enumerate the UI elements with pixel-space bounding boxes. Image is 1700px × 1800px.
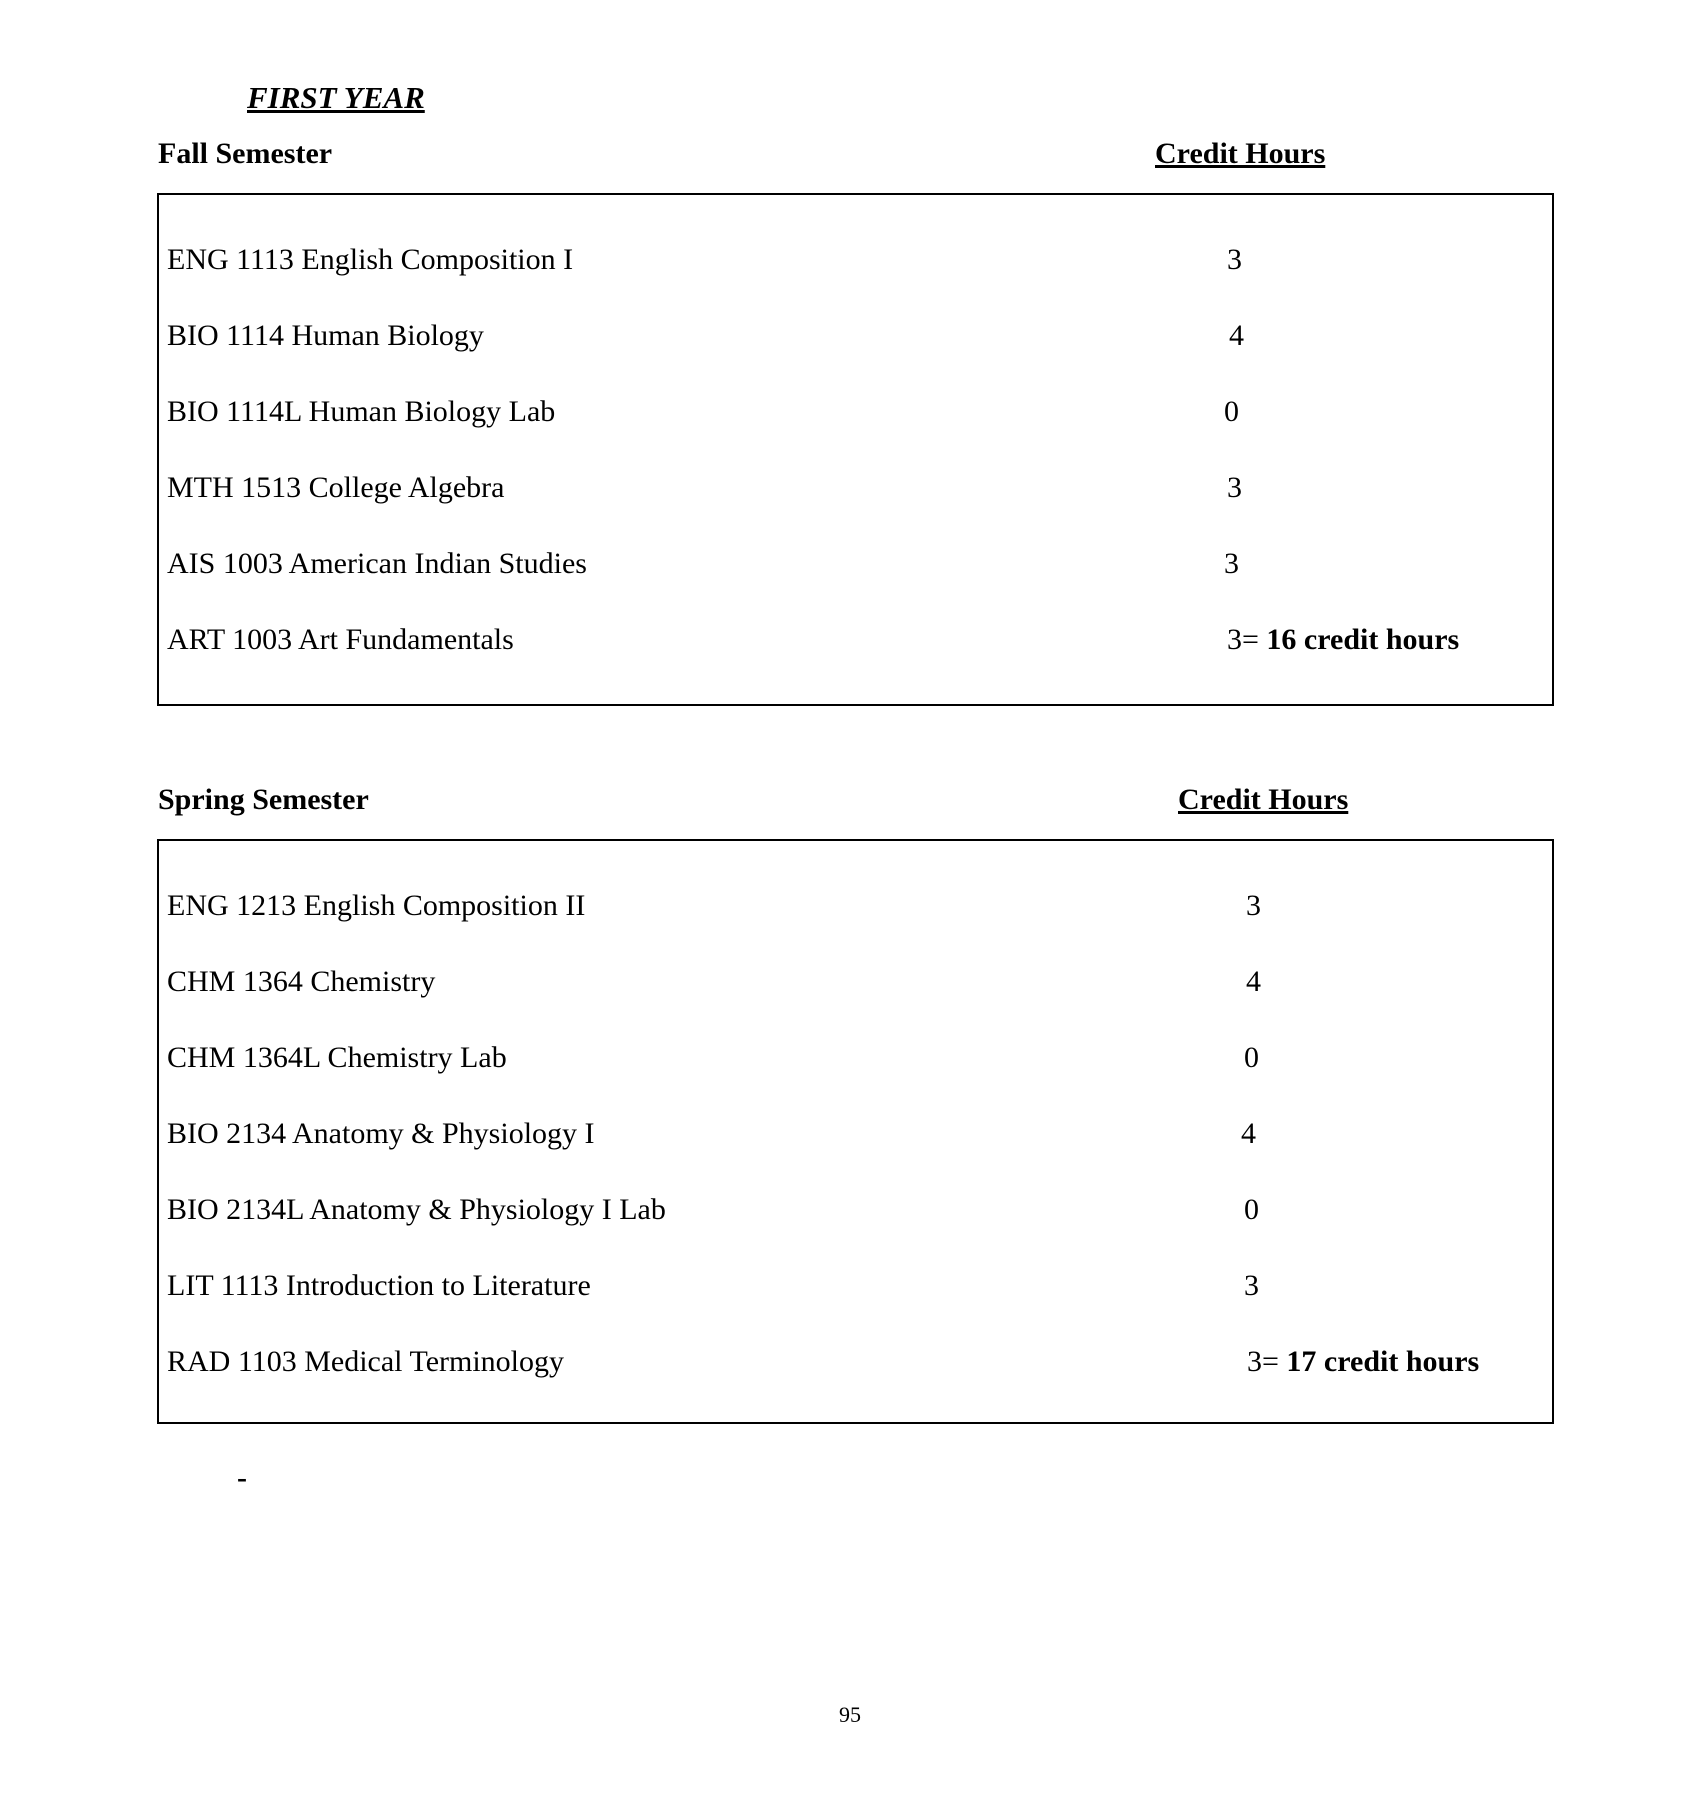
course-name: LIT 1113 Introduction to Literature (167, 1269, 591, 1302)
credit-value: 3= (1247, 1345, 1279, 1378)
course-name: CHM 1364 Chemistry (167, 965, 436, 998)
course-name: ENG 1113 English Composition I (167, 243, 574, 276)
spring-course-row (167, 886, 1552, 926)
year-title: FIRST YEAR (247, 80, 425, 115)
fall-course-row (167, 468, 1552, 508)
course-credits: 0 (1244, 1041, 1259, 1074)
spring-course-row (167, 1266, 1552, 1306)
course-name: ART 1003 Art Fundamentals (167, 623, 514, 656)
course-name: BIO 1114 Human Biology (167, 319, 484, 352)
course-name: BIO 2134L Anatomy & Physiology I Lab (167, 1193, 666, 1226)
spring-course-row (167, 962, 1552, 1002)
course-credits (1247, 1342, 1479, 1382)
fall-course-row (167, 620, 1552, 660)
course-credits: 0 (1244, 1193, 1259, 1226)
course-name: CHM 1364L Chemistry Lab (167, 1041, 507, 1074)
spring-course-row (167, 1114, 1552, 1154)
course-name: RAD 1103 Medical Terminology (167, 1345, 565, 1378)
spring-total-credits: 17 credit hours (1286, 1345, 1480, 1378)
course-name: BIO 1114L Human Biology Lab (167, 395, 556, 428)
fall-course-row (167, 316, 1552, 356)
course-credits: 4 (1246, 965, 1261, 998)
course-credits: 3 (1246, 889, 1261, 922)
spring-course-box (157, 839, 1554, 1424)
spring-semester-heading: Spring Semester (158, 783, 369, 816)
fall-total-credits: 16 credit hours (1266, 623, 1460, 656)
stray-dash: - (237, 1461, 247, 1494)
fall-course-row (167, 544, 1552, 584)
spring-course-row (167, 1038, 1552, 1078)
course-credits: 4 (1241, 1117, 1256, 1150)
page-number: 95 (839, 1702, 861, 1727)
course-credits: 0 (1224, 395, 1239, 428)
fall-course-box (157, 193, 1554, 706)
course-credits: 3 (1244, 1269, 1259, 1302)
course-name: ENG 1213 English Composition II (167, 889, 586, 922)
fall-semester-heading: Fall Semester (158, 137, 333, 170)
course-name: AIS 1003 American Indian Studies (167, 547, 587, 580)
course-name: MTH 1513 College Algebra (167, 471, 505, 504)
course-name: BIO 2134 Anatomy & Physiology I (167, 1117, 595, 1150)
spring-course-row (167, 1342, 1552, 1382)
credit-value: 3= (1227, 623, 1259, 656)
fall-credit-hours-heading: Credit Hours (1155, 137, 1326, 170)
course-credits: 3 (1227, 471, 1242, 504)
course-credits: 3 (1227, 243, 1242, 276)
spring-course-row (167, 1190, 1552, 1230)
spring-credit-hours-heading: Credit Hours (1178, 783, 1349, 816)
fall-course-row (167, 392, 1552, 432)
course-credits: 3 (1224, 547, 1239, 580)
course-credits: 4 (1229, 319, 1244, 352)
fall-course-row (167, 240, 1552, 280)
course-credits (1227, 620, 1459, 660)
